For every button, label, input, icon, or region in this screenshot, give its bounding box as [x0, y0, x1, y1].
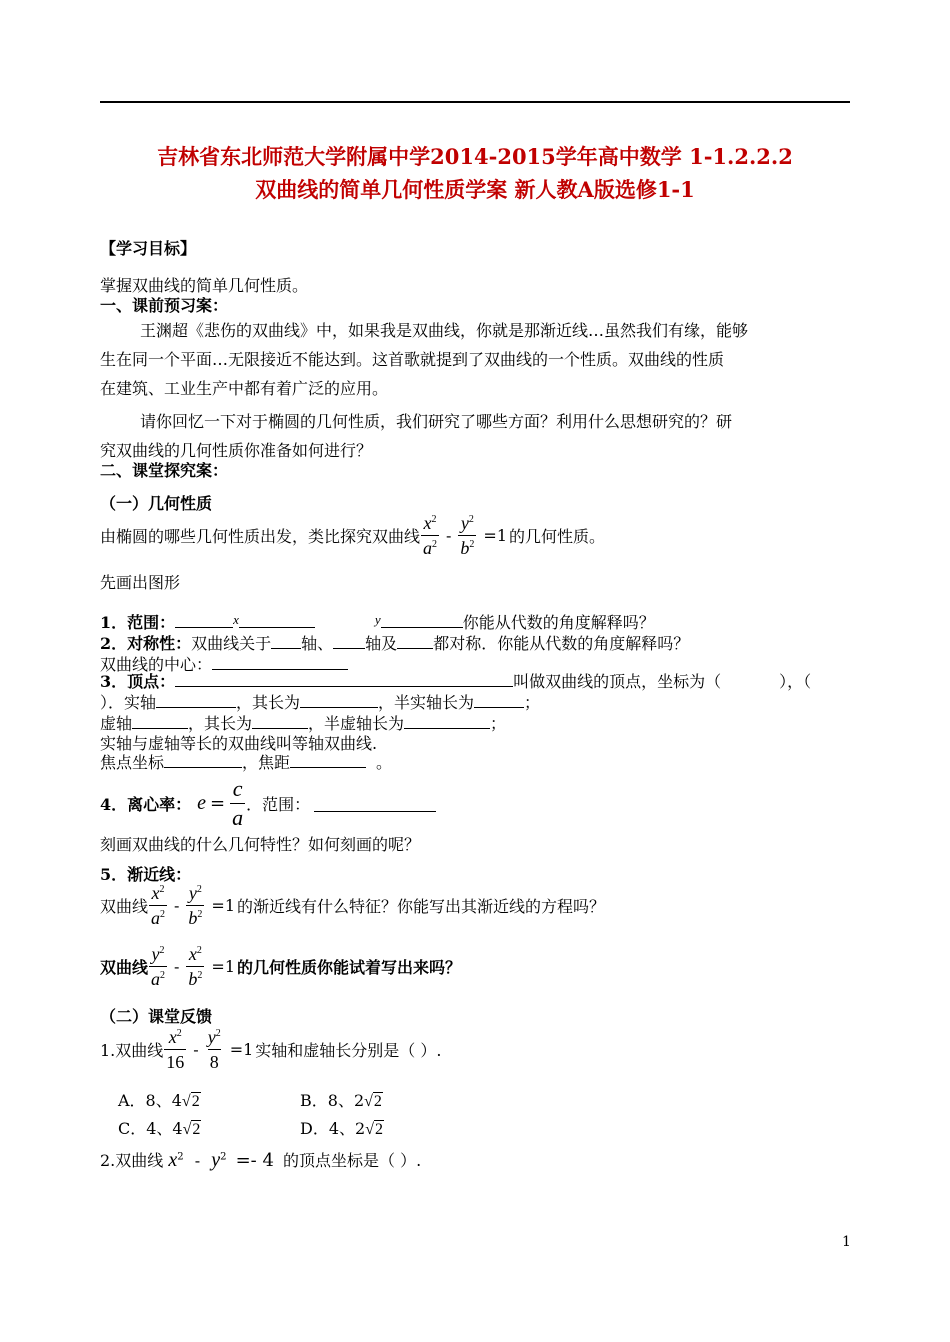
- blank[interactable]: [212, 653, 348, 670]
- center-line: 双曲线的中心：: [100, 652, 348, 675]
- doc-title-line1: 吉林省东北师范大学附属中学2014-2015学年高中数学 1-1.2.2.2: [157, 144, 793, 169]
- goal-text: 掌握双曲线的简单几何性质。: [100, 276, 309, 295]
- asymptote-line: 双曲线 $\frac{x^2}{a^2}$ - $\frac{y^2}{b^2}$ =1 的渐近线有什么特征？你能写出其渐近线的方程吗？: [100, 883, 606, 928]
- blank[interactable]: [290, 751, 366, 768]
- option-a[interactable]: A．8、4√2: [118, 1091, 200, 1110]
- option-d[interactable]: D．4、2√2: [300, 1119, 383, 1138]
- subsection2-heading: （二）课堂反馈: [100, 1007, 213, 1026]
- draw-figure-text: 先画出图形: [100, 573, 181, 592]
- preview-paragraph-line2: 生在同一个平面…无限接近不能达到。这首歌就提到了双曲线的一个性质。双曲线的性质: [100, 350, 725, 369]
- blank[interactable]: [300, 691, 378, 708]
- eccentricity-item: 4．离心率： e = $\frac{c}{a}$ ．范围：: [100, 778, 436, 829]
- section2-heading: 二、课堂探究案：: [100, 461, 229, 480]
- recall-paragraph-line1: 请你回忆一下对于椭圆的几何性质，我们研究了哪些方面？利用什么思想研究的？研: [140, 412, 733, 431]
- blank[interactable]: [252, 712, 308, 729]
- y2-over-b2: $\frac{y^2}{b^2}$: [460, 513, 475, 558]
- doc-title-line2: 双曲线的简单几何性质学案 新人教A版选修1-1: [255, 177, 695, 202]
- recall-paragraph-line2: 究双曲线的几何性质你准备如何进行？: [100, 441, 373, 460]
- feedback-q2: 2.双曲线 $x^2 - y^2 =- 4$ 的顶点坐标是（ ）.: [100, 1149, 422, 1171]
- blank[interactable]: [474, 691, 524, 708]
- feedback-q1: 1.双曲线 $\frac{x^2}{16}$ - $\frac{y^2}{8}$ =1 实轴和虚轴长分别是（ ）.: [100, 1027, 442, 1072]
- top-rule: [100, 101, 850, 103]
- blank[interactable]: [164, 751, 242, 768]
- equal-axis-text: 实轴与虚轴等长的双曲线叫等轴双曲线.: [100, 734, 378, 753]
- eccentricity-question: 刻画双曲线的什么几何特性？如何刻画的呢？: [100, 835, 421, 854]
- blank[interactable]: [397, 632, 433, 649]
- intro-text: 由椭圆的哪些几何性质出发，类比探究双曲线: [100, 527, 421, 546]
- option-b[interactable]: B．8、2√2: [300, 1091, 382, 1110]
- imag-axis-line: 虚轴 ，其长为 ，半虚轴长为 ；: [100, 714, 507, 733]
- intro-tail: 的几何性质。: [509, 527, 606, 546]
- hyperbola-intro: 由椭圆的哪些几何性质出发，类比探究双曲线 $\frac{x^2}{a^2}$ - $\frac{y^2}{b^2}$ =1 的几何性质。: [100, 513, 606, 558]
- blank[interactable]: [239, 611, 315, 628]
- subsection1-heading: （一）几何性质: [100, 494, 213, 513]
- blank[interactable]: [132, 712, 188, 729]
- focus-line: 焦点坐标 ，焦距 。: [100, 753, 393, 772]
- blank[interactable]: [381, 611, 463, 628]
- asymptote-heading: 5．渐近线：: [100, 865, 192, 884]
- blank[interactable]: [314, 795, 436, 812]
- symmetry-item: 2．对称性：双曲线关于 轴、 轴及 都对称．你能从代数的角度解释吗？: [100, 634, 690, 653]
- blank[interactable]: [404, 712, 490, 729]
- section1-heading: 一、课前预习案：: [100, 296, 229, 315]
- option-c[interactable]: C．4、4√2: [118, 1119, 201, 1138]
- c-over-a: $\frac{c}{a}$: [232, 776, 244, 830]
- real-axis-line: ）．实轴 ，其长为 ，半实轴长为 ；: [100, 693, 541, 712]
- page-number: 1: [842, 1234, 851, 1250]
- x2-over-a2: $\frac{x^2}{a^2}$: [423, 513, 438, 558]
- blank[interactable]: [156, 691, 236, 708]
- preview-paragraph-line3: 在建筑、工业生产中都有着广泛的应用。: [100, 379, 389, 398]
- blank[interactable]: [175, 670, 513, 687]
- preview-paragraph-line1: 王渊超《悲伤的双曲线》中，如果我是双曲线，你就是那渐近线…虽然我们有缘，能够: [140, 321, 749, 340]
- range-item: 1．范围： $^x$ $^y$ 你能从代数的角度解释吗？: [100, 612, 655, 632]
- conjugate-hyperbola-question: 双曲线 $\frac{y^2}{a^2}$ - $\frac{x^2}{b^2}$ =1 的几何性质你能试着写出来吗？: [100, 944, 462, 989]
- blank[interactable]: [333, 632, 365, 649]
- blank[interactable]: [271, 632, 301, 649]
- vertex-item: 3．顶点： 叫做双曲线的顶点，坐标为（ ），（: [100, 672, 812, 691]
- blank[interactable]: [175, 611, 233, 628]
- goal-heading: 【学习目标】: [100, 239, 197, 258]
